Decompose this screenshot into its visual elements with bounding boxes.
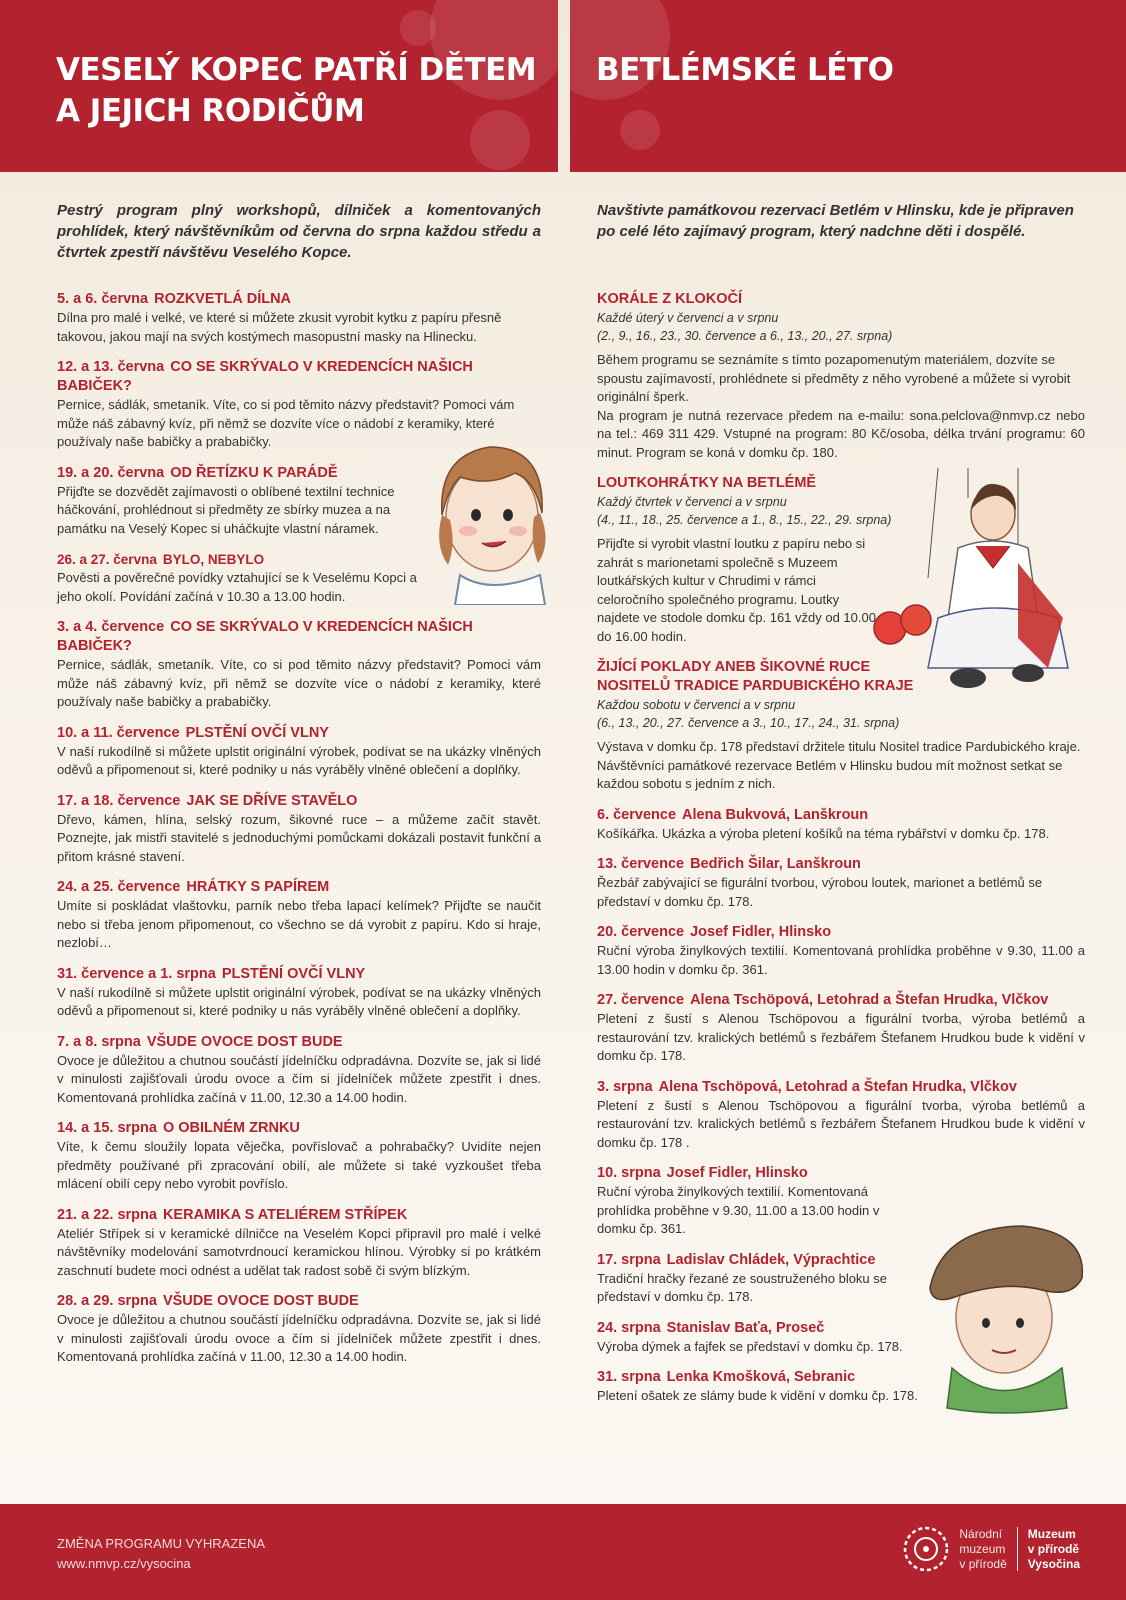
footer [0, 1504, 1126, 1600]
header-title-left [56, 50, 536, 132]
entry-title [57, 618, 541, 656]
entry-name: Alena Tschöpová, Letohrad a Štefan Hrudka, Vlčkov [690, 992, 1049, 1008]
entry-schedule: Každý čtvrtek v červenci a v srpnu [597, 495, 787, 509]
entry-title [597, 1164, 1085, 1183]
entry-title [57, 358, 541, 396]
boy-illustration [912, 1218, 1092, 1418]
logo-text-secondary [1028, 1527, 1080, 1572]
entry-text: Tradiční hračky řezané ze soustruženého bloku se představí v domku čp. 178. [597, 1270, 888, 1304]
entry-text: Během programu se seznámíte s tímto pozapomenutým materiálem, dozvíte se spoustu zajímavostí, prohlédnete si předměty z něho vyrobené a můžete si vyrobit originální šperk. [597, 352, 1071, 404]
entry-text: Umíte si poskládat vlaštovku, parník nebo třeba lapací kelímek? Přijďte se naučit nebo si třeba jenom připomenout, co všechno se dá vyrobit z papíru. Kdo si hraje, nezlobí… [57, 898, 541, 950]
program-entry [57, 792, 541, 867]
entry-title [57, 792, 541, 811]
entry-date: 21. a 22. srpna [57, 1206, 157, 1223]
entry-title [57, 1033, 541, 1052]
entry-text: Košíkářka. Ukázka a výroba pletení košíků na téma rybářství v domku čp. 178. [597, 825, 1050, 841]
entry-name: JAK SE DŘÍVE STAVĚLO [186, 792, 358, 809]
entry-title: LOUTKOHRÁTKY NA BETLÉMĚ [597, 475, 817, 491]
entry-text: Pověsti a pověrečné povídky vztahující se k Veselému Kopci a jeho okolí. Povídání začíná v 10.30 a 13.00 hodin. [57, 570, 417, 604]
entry-text: Ovoce je důležitou a chutnou součástí jídelníčku odpradávna. Dozvíte se, jak si lidé v minulosti zajišťovali úrodu ovoce a čím si jídelníček můžete zpestřit i dnes. Komentovaná prohlídka začíná v 11.00, 12.30 a 14.00 hodin. [57, 1052, 541, 1105]
entry-dates: (4., 11., 18., 25. července a 1., 8., 15., 22., 29. srpna) [597, 513, 892, 527]
entry-name: CO SE SKRÝVALO V KREDENCÍCH NAŠICH BABIČEK? [57, 359, 473, 394]
entry-date: 31. srpna [597, 1369, 661, 1385]
entry-date: 12. a 13. června [57, 359, 165, 375]
logo-line: muzeum [959, 1541, 1006, 1556]
entry-name: HRÁTKY S PAPÍREM [186, 879, 330, 895]
entry-date: 5. a 6. června [57, 291, 149, 307]
entry-text: Pletení z šustí s Alenou Tschöpovou a figurální tvorba, výroba betlémů a restaurování tzv. kralických betlémů s řezbářem Štefanem Hrudkou bude k vidění v domku čp. 178. [597, 1011, 1085, 1063]
entry-text: V naší rukodílně si můžete uplstit originální výrobek, podívat se na ukázky vlněných oděvů a připomenout si, které podniky u nás vyráběly vlněné oblečení a doplňky. [57, 984, 541, 1018]
entry-text: V naší rukodílně si můžete uplstit originální výrobek, podívat se na ukázky vlněných oděvů a připomenout si, které podniky u nás vyráběly vlněné oblečení a doplňky. [57, 743, 541, 777]
entry-name: Alena Bukvová, Lanškroun [682, 806, 869, 823]
entry-date: 3. srpna [597, 1078, 653, 1095]
program-entry [597, 923, 1085, 979]
entry-name: Josef Fidler, Hlinsko [666, 1165, 808, 1181]
entry-name: Josef Fidler, Hlinsko [690, 924, 832, 940]
entry-text: Dílna pro malé i velké, ve které si můžete zkusit vyrobit kytku z papíru přesně takovou, jakou mají na svých kostýmech masopustní masky na Hlinecku. [57, 310, 502, 344]
entry-date: 28. a 29. srpna [57, 1293, 157, 1309]
program-entry [57, 1292, 541, 1367]
entry-dates: (6., 13., 20., 27. července a 3., 10., 17., 24., 31. srpna) [597, 716, 900, 730]
entry-text: Dřevo, kámen, hlína, selský rozum, šikovné ruce – a můžeme začít stavět. Poznejte, jak mistři stavitelé s jednoduchými pomůckami dokázali postavit funkční a přitom krásné stavení. [57, 811, 541, 864]
program-entry [57, 618, 541, 712]
decorative-circle [620, 110, 660, 150]
entry-text: Ruční výroba žinylkových textilií. Komentovaná prohlídka proběhne v 9.30, 11.00 a 13.00 hodin v domku čp. 361. [597, 943, 1085, 977]
entry-text: Ateliér Střípek si v keramické dílničce na Veselém Kopci připravil pro malé i velké návštěvníky modelování samotvrdnoucí keramickou hlínou. Výrobky si po krátkém zaschnutí budete moci odnést a udělat tak radost sobě či svým blízkým. [57, 1225, 541, 1278]
entry-text: Ruční výroba žinylkových textilií. Komentovaná prohlídka proběhne v 9.30, 11.00 a 13.00 hodin v domku čp. 361. [597, 1184, 880, 1236]
header-title-line: VESELÝ KOPEC PATŘÍ DĚTEM [56, 52, 537, 88]
entry-date: 27. července [597, 992, 685, 1008]
entry-name: Ladislav Chládek, Výprachtice [666, 1251, 876, 1268]
entry-text: Pernice, sádlák, smetaník. Víte, co si pod těmito názvy představit? Pomoci vám může náš zábavný kvíz, při němž se dozvíte více o nádobí z keramiky, které používaly naše babičky a prababičky. [57, 397, 515, 449]
entry-title [57, 724, 541, 743]
program-entry [57, 724, 541, 780]
entry-text: Výstava v domku čp. 178 představí držitele titulu Nositel tradice Pardubického kraje. Návštěvníci památkové rezervace Betlém v Hlinsku budou mít možnost setkat se každou sobotu s jedním z nich. [597, 739, 1081, 791]
entry-text: Výroba dýmek a fajfek se představí v domku čp. 178. [597, 1338, 903, 1354]
entry-title [57, 878, 541, 897]
intro-left: Pestrý program plný workshopů, dílniček a komentovaných prohlídek, který návštěvníkům od června do srpna každou středu a čtvrtek zpestří návštěvu Veselého Kopce. [57, 202, 541, 261]
marionette-illustration [868, 468, 1078, 698]
program-entry [597, 991, 1085, 1066]
program-entry [57, 965, 541, 1021]
program-entry [57, 878, 541, 953]
entry-date: 17. srpna [597, 1251, 661, 1268]
header-panel-left [0, 0, 558, 172]
entry-name: Bedřich Šilar, Lanškroun [690, 856, 861, 872]
entry-title [57, 290, 541, 309]
entry-title [57, 1292, 541, 1311]
entry-name: Stanislav Baťa, Proseč [666, 1319, 825, 1336]
entry-date: 3. a 4. července [57, 619, 165, 635]
entry-name: CO SE SKRÝVALO V KREDENCÍCH NAŠICH BABIČEK? [57, 619, 473, 654]
header-title-right: BETLÉMSKÉ LÉTO [596, 52, 894, 88]
entry-dates: (2., 9., 16., 23., 30. července a 6., 13., 20., 27. srpna) [597, 329, 893, 343]
entry-text: Pletení z šustí s Alenou Tschöpovou a figurální tvorba, výroba betlémů a restaurování tzv. kralických betlémů s řezbářem Štefanem Hrudkou bude k vidění v domku čp. 178 . [597, 1097, 1085, 1150]
entry-name: OD ŘETÍZKU K PARÁDĚ [170, 464, 338, 481]
entry-title [57, 1119, 541, 1138]
entry-title [57, 965, 541, 984]
entry-title [597, 991, 1085, 1010]
entry-name: PLSTĚNÍ OVČÍ VLNY [185, 724, 329, 741]
museum-logo[interactable] [901, 1524, 1080, 1574]
header-panel-right [570, 0, 1126, 172]
logo-text-primary [959, 1527, 1006, 1572]
program-entry [597, 806, 1085, 844]
decorative-circle [400, 10, 436, 46]
program-change-note: ZMĚNA PROGRAMU VYHRAZENA [57, 1536, 266, 1551]
program-entry [597, 855, 1085, 911]
entry-text: Přijďte si vyrobit vlastní loutku z papíru nebo si zahrát s marionetami společně s Muzeem loutkářských kultur v Chrudimi v rámci celoročního společného programu. Loutky najdete ve stodole domku čp. 161 vždy od 10.00 do 16.00 hodin. [597, 536, 876, 644]
logo-line: Vysočina [1027, 1556, 1080, 1571]
logo-line: Národní [959, 1526, 1003, 1541]
entry-text: Přijďte se dozvědět zajímavosti o oblíbené textilní technice háčkování, prohlédnout si předměty ze sbírky muzea a na památku na Veselý Kopec si uháčkujte vlastní náramek. [57, 483, 395, 536]
entry-date: 20. července [597, 924, 685, 940]
website-link[interactable]: www.nmvp.cz/vysocina [57, 1556, 191, 1571]
entry-text: Ovoce je důležitou a chutnou součástí jídelníčku odpradávna. Dozvíte se, jak si lidé v minulosti zajišťovali úrodu ovoce a čím si jídelníček můžete zpestřit i dnes. Komentovaná prohlídka začíná v 11.00, 12.30 a 14.00 hodin. [57, 1312, 541, 1364]
entry-date: 24. srpna [597, 1319, 661, 1336]
museum-emblem-icon [901, 1524, 951, 1574]
program-entry [57, 1033, 541, 1108]
program-entry [57, 1206, 541, 1281]
entry-schedule: Každé úterý v červenci a v srpnu [597, 311, 779, 325]
entry-title [57, 1206, 541, 1225]
entry-name: PLSTĚNÍ OVČÍ VLNY [221, 965, 366, 982]
entry-text: Řezbář zabývající se figurální tvorbou, výrobou loutek, marionet a betlémů se představí v domku čp. 178. [597, 875, 1043, 909]
header-title-line: A JEJICH RODIČŮM [56, 93, 365, 129]
entry-title [597, 855, 1085, 874]
entry-text-reservation: Na program je nutná rezervace předem na e-mailu: sona.pelclova@nmvp.cz nebo na tel.: 469 311 429. Vstupné na program: 80 Kč/osoba, délka trvání programu: 60 minut. Program se koná v domku čp. 180. [597, 407, 1085, 460]
entry-date: 6. července [597, 806, 677, 823]
intro-right: Navštivte památkovou rezervaci Betlém v Hlinsku, kde je připraven po celé léto zajímavý program, který nadchne děti i dospělé. [597, 202, 1074, 240]
entry-name: BYLO, NEBYLO [162, 552, 265, 567]
entry-date: 19. a 20. června [57, 464, 165, 481]
girl-illustration [420, 425, 560, 605]
entry-title [597, 1078, 1085, 1097]
entry-name: Alena Tschöpová, Letohrad a Štefan Hrudka, Vlčkov [658, 1078, 1017, 1095]
entry-date: 26. a 27. června [57, 552, 157, 567]
entry-date: 17. a 18. července [57, 792, 181, 809]
entry-name: O OBILNÉM ZRNKU [162, 1120, 300, 1136]
logo-line: v přírodě [959, 1556, 1007, 1571]
entry-name: VŠUDE OVOCE DOST BUDE [162, 1293, 359, 1309]
footer-notes [57, 1534, 265, 1574]
entry-title: ŽIJÍCÍ POKLADY ANEB ŠIKOVNÉ RUCE NOSITELŮ TRADICE PARDUBICKÉHO KRAJE [597, 659, 914, 694]
program-entry [597, 1078, 1085, 1153]
entry-date: 14. a 15. srpna [57, 1120, 157, 1136]
entry-date: 31. července a 1. srpna [57, 965, 216, 982]
entry-title [597, 923, 1085, 942]
logo-divider [1017, 1527, 1018, 1571]
entry-name: KERAMIKA S ATELIÉREM STŘÍPEK [162, 1206, 408, 1223]
entry-schedule: Každou sobotu v červenci a v srpnu [597, 698, 796, 712]
entry-text: Víte, k čemu sloužily lopata věječka, povříslovač a pohrabačky? Uvidíte nejen předměty používané při zpracování obilí, ale můžete si také vyzkoušet třeba mlácení obilí cepy nebo vyrobit povříslo. [57, 1139, 541, 1191]
entry-date: 10. srpna [597, 1165, 661, 1181]
entry-name: ROZKVETLÁ DÍLNA [154, 291, 292, 307]
program-entry [57, 1119, 541, 1194]
logo-line: Muzeum [1027, 1526, 1076, 1541]
entry-text: Pletení ošatek ze slámy bude k vidění v domku čp. 178. [597, 1388, 918, 1403]
entry-date: 10. a 11. července [57, 724, 180, 741]
entry-title [597, 806, 1085, 825]
entry-date: 7. a 8. srpna [57, 1033, 141, 1050]
program-entry [57, 290, 541, 346]
entry-title: KORÁLE Z KLOKOČÍ [597, 291, 742, 307]
program-entry [597, 290, 1085, 462]
entry-name: Lenka Kmošková, Sebranic [666, 1369, 856, 1385]
entry-date: 13. července [597, 856, 685, 872]
logo-line: v přírodě [1027, 1541, 1080, 1556]
entry-date: 24. a 25. července [57, 879, 181, 895]
entry-text: Pernice, sádlák, smetaník. Víte, co si pod těmito názvy představit? Pomoci vám může náš zábavný kvíz, při němž se dozvíte více o nádobí z keramiky, které používaly naše babičky a prababičky. [57, 657, 541, 709]
entry-name: VŠUDE OVOCE DOST BUDE [146, 1033, 343, 1050]
